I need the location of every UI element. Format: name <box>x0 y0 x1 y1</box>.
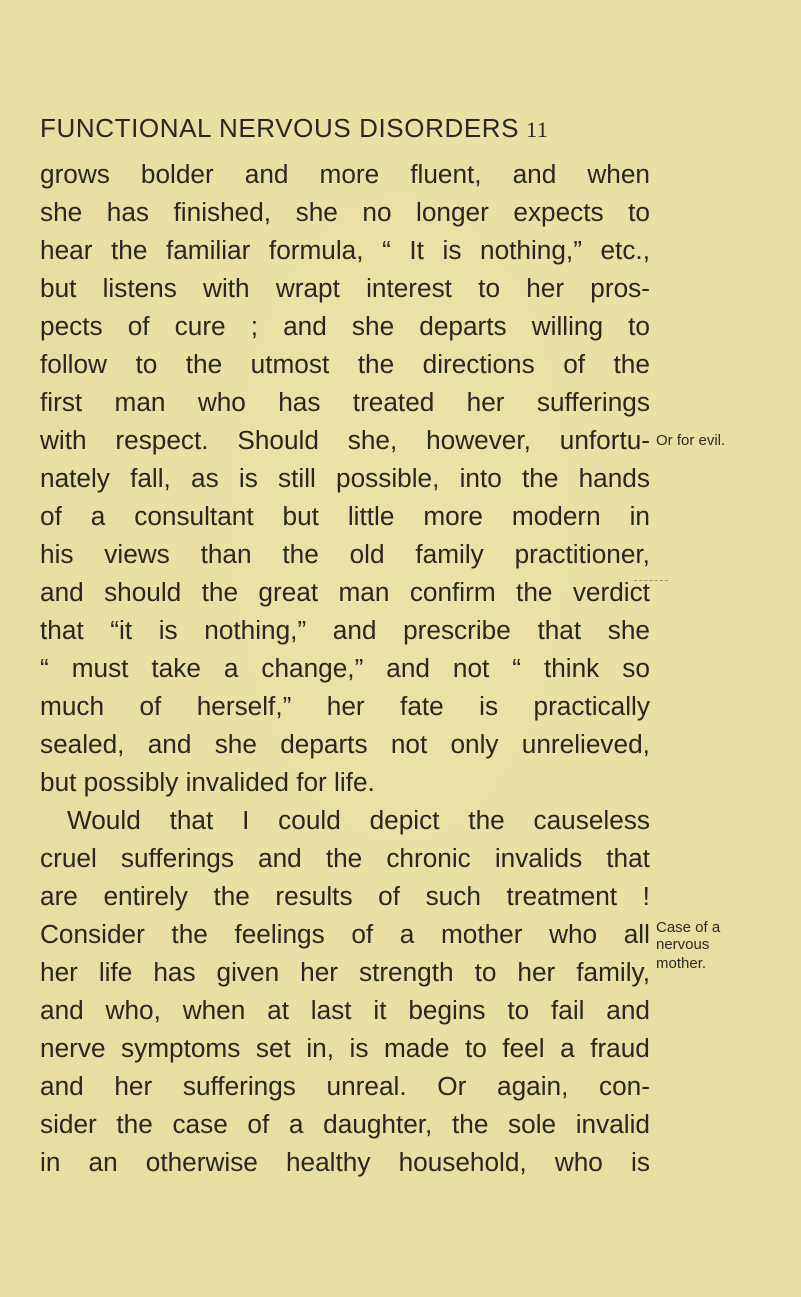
running-head <box>40 113 760 144</box>
text-line: that “it is nothing,” and prescribe that she <box>40 615 650 645</box>
text-line: first man who has treated her sufferings <box>40 387 650 417</box>
text-line: nately fall, as is still possible, into the hands <box>40 463 650 493</box>
text-line: sealed, and she departs not only unrelieved, <box>40 729 650 759</box>
text-line: follow to the utmost the directions of the <box>40 349 650 379</box>
text-line: are entirely the results of such treatment ! <box>40 881 650 911</box>
text-line: but listens with wrapt interest to her pros- <box>40 273 650 303</box>
text-line: and her sufferings unreal. Or again, con- <box>40 1071 650 1101</box>
text-line: in an otherwise healthy household, who is <box>40 1147 650 1177</box>
running-head-title: FUNCTIONAL NERVOUS DISORDERS <box>40 113 520 143</box>
text-line: Consider the feelings of a mother who all <box>40 919 650 949</box>
text-line: much of herself,” her fate is practically <box>40 691 650 721</box>
text-line: pects of cure ; and she departs willing to <box>40 311 650 341</box>
text-line: but possibly invalided for life. <box>40 767 375 797</box>
margin-note: Case of a <box>656 919 721 936</box>
text-line: Would that I could depict the causeless <box>67 805 650 835</box>
text-line: sider the case of a daughter, the sole invalid <box>40 1109 650 1139</box>
text-line: his views than the old family practitioner, <box>40 539 650 569</box>
margin-note: nervous <box>656 936 710 953</box>
text-line: “ must take a change,” and not “ think so <box>40 653 650 683</box>
text-line: of a consultant but little more modern in <box>40 501 650 531</box>
margin-note: Or for evil. <box>656 432 726 449</box>
text-line: grows bolder and more fluent, and when <box>40 159 650 189</box>
margin-note: mother. <box>656 955 707 972</box>
text-line: with respect. Should she, however, unfortu- <box>40 425 650 455</box>
text-line: cruel sufferings and the chronic invalids that <box>40 843 650 873</box>
text-line: and who, when at last it begins to fail and <box>40 995 650 1025</box>
verdict-dash <box>634 580 668 581</box>
text-line: nerve symptoms set in, is made to feel a fraud <box>40 1033 650 1063</box>
text-line: she has finished, she no longer expects to <box>40 197 650 227</box>
text-line: her life has given her strength to her family, <box>40 957 650 987</box>
text-line: and should the great man confirm the verdict <box>40 577 650 607</box>
text-line: hear the familiar formula, “ It is nothing,” etc., <box>40 235 650 265</box>
page-number: 11 <box>526 117 549 142</box>
